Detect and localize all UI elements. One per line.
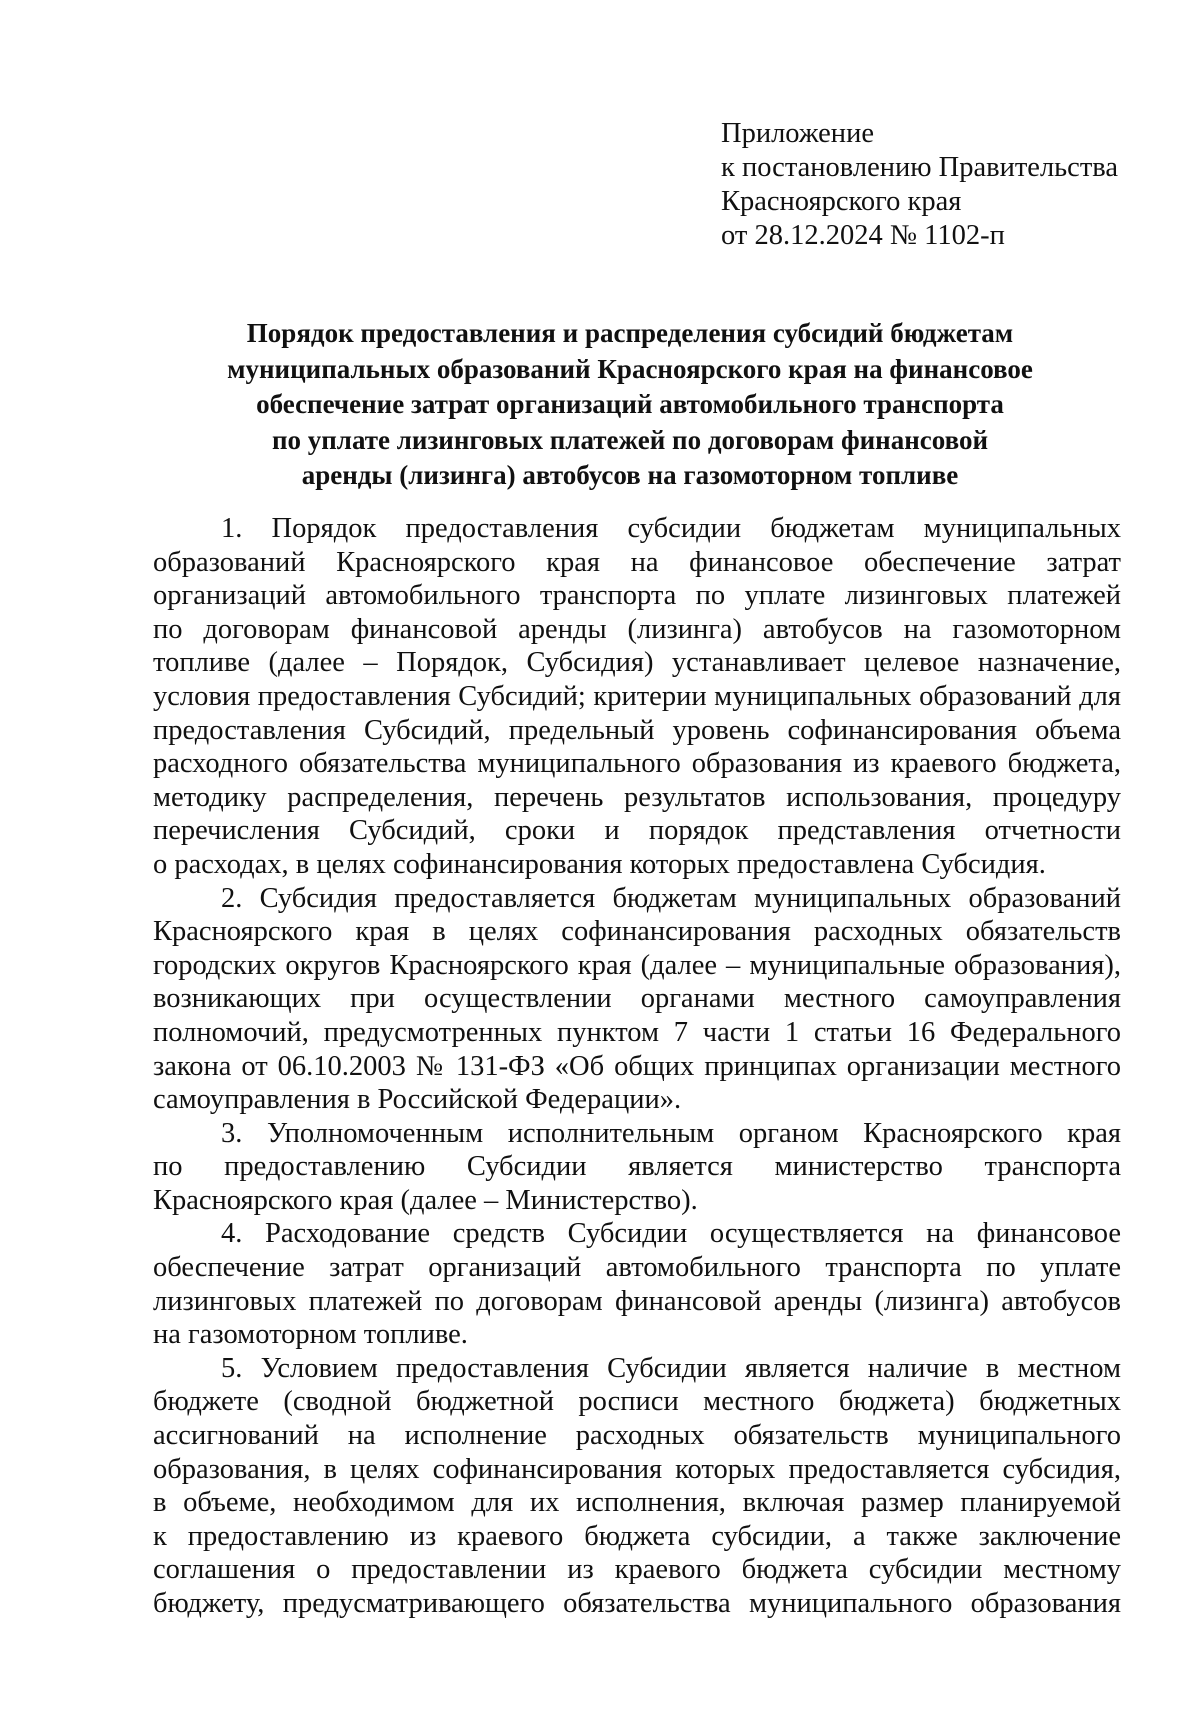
- appendix-line: от 28.12.2024 № 1102-п: [721, 220, 1005, 251]
- paragraph-line: 5. Условием предоставления Субсидии является наличие в местном: [221, 1352, 1121, 1384]
- paragraph-line: образования, в целях софинансирования которых предоставляется субсидия,: [153, 1453, 1121, 1485]
- title-line: Порядок предоставления и распределения субсидий бюджетам: [246, 318, 1014, 348]
- paragraph-1: [153, 512, 1121, 882]
- paragraph-2: [153, 882, 1121, 1117]
- paragraph-4: [153, 1217, 1121, 1351]
- paragraph-line: образований Красноярского края на финансовое обеспечение затрат: [153, 546, 1121, 578]
- paragraph-line: о расходах, в целях софинансирования которых предоставлена Субсидия.: [153, 848, 1046, 880]
- title-line: муниципальных образований Красноярского края на финансовое: [227, 353, 1033, 384]
- paragraph-line: закона от 06.10.2003 № 131-ФЗ «Об общих принципах организации местного: [153, 1050, 1121, 1082]
- paragraph-line: условия предоставления Субсидий; критерии муниципальных образований для: [153, 680, 1121, 712]
- paragraph-line: Красноярского края (далее – Министерство).: [153, 1184, 698, 1216]
- paragraph-line: к предоставлению из краевого бюджета субсидии, а также заключение: [153, 1520, 1121, 1552]
- title-line: по уплате лизинговых платежей по договорам финансовой: [271, 424, 989, 455]
- paragraph-line: самоуправления в Российской Федерации».: [153, 1084, 682, 1116]
- paragraph-line: в объеме, необходимом для их исполнения, включая размер планируемой: [153, 1487, 1121, 1519]
- paragraph-line: Красноярского края в целях софинансирования расходных обязательств: [153, 916, 1121, 948]
- document-body: [153, 512, 1121, 1621]
- paragraph-line: перечисления Субсидий, сроки и порядок представления отчетности: [153, 815, 1121, 847]
- paragraph-line: лизинговых платежей по договорам финансовой аренды (лизинга) автобусов: [153, 1285, 1121, 1317]
- paragraph-5: [153, 1352, 1121, 1621]
- appendix-header: [721, 117, 1118, 253]
- paragraph-line: бюджете (сводной бюджетной росписи местного бюджета) бюджетных: [153, 1386, 1121, 1418]
- paragraph-line: методику распределения, перечень результатов использования, процедуру: [153, 781, 1121, 813]
- paragraph-line: возникающих при осуществлении органами местного самоуправления: [153, 983, 1121, 1015]
- paragraph-line: городских округов Красноярского края (далее – муниципальные образования),: [153, 949, 1121, 981]
- paragraph-line: предоставления Субсидий, предельный уровень софинансирования объема: [153, 714, 1121, 746]
- paragraph-line: топливе (далее – Порядок, Субсидия) устанавливает целевое назначение,: [153, 647, 1121, 679]
- paragraph-line: 3. Уполномоченным исполнительным органом Красноярского края: [221, 1117, 1121, 1149]
- paragraph-line: 1. Порядок предоставления субсидии бюджетам муниципальных: [221, 513, 1121, 544]
- appendix-line: Красноярского края: [721, 186, 962, 217]
- title-line: обеспечение затрат организаций автомобильного транспорта: [256, 389, 1004, 419]
- paragraph-3: [153, 1117, 1121, 1218]
- document-title: [130, 316, 1130, 494]
- paragraph-line: бюджету, предусматривающего обязательства муниципального образования: [153, 1588, 1121, 1619]
- paragraph-line: ассигнований на исполнение расходных обязательств муниципального: [153, 1420, 1121, 1452]
- paragraph-line: по предоставлению Субсидии является министерство транспорта: [153, 1151, 1121, 1183]
- paragraph-line: расходного обязательства муниципального образования из краевого бюджета,: [153, 748, 1121, 780]
- paragraph-line: 4. Расходование средств Субсидии осуществляется на финансовое: [221, 1218, 1121, 1250]
- paragraph-line: по договорам финансовой аренды (лизинга) автобусов на газомоторном: [153, 613, 1121, 645]
- title-line: аренды (лизинга) автобусов на газомоторном топливе: [301, 460, 959, 490]
- paragraph-line: организаций автомобильного транспорта по уплате лизинговых платежей: [153, 580, 1121, 612]
- paragraph-line: полномочий, предусмотренных пунктом 7 части 1 статьи 16 Федерального: [153, 1016, 1121, 1048]
- appendix-line: Приложение: [721, 118, 874, 149]
- appendix-line: к постановлению Правительства: [721, 152, 1119, 183]
- paragraph-line: обеспечение затрат организаций автомобильного транспорта по уплате: [153, 1252, 1121, 1284]
- paragraph-line: 2. Субсидия предоставляется бюджетам муниципальных образований: [221, 882, 1121, 914]
- paragraph-line: соглашения о предоставлении из краевого бюджета субсидии местному: [153, 1554, 1121, 1586]
- paragraph-line: на газомоторном топливе.: [153, 1319, 468, 1351]
